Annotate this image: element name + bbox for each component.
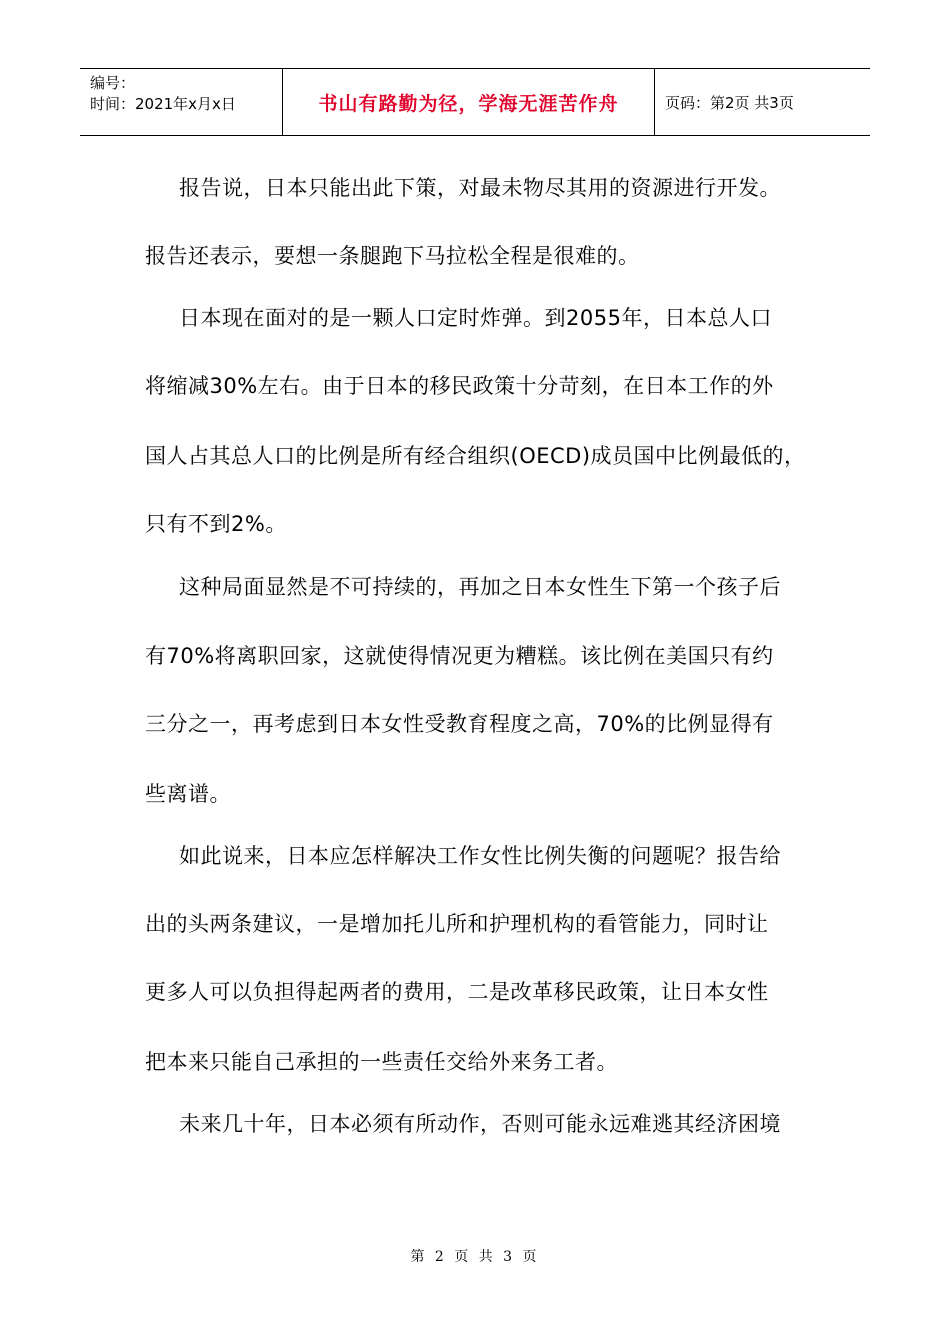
document-date-label: 时间：2021年x月x日	[90, 95, 236, 113]
body-line: 将缩减30%左右。由于日本的移民政策十分苛刻，在日本工作的外	[145, 374, 774, 398]
body-line: 这种局面显然是不可持续的，再加之日本女性生下第一个孩子后	[179, 575, 781, 599]
body-line: 只有不到2%。	[145, 512, 287, 536]
body-line: 更多人可以负担得起两者的费用，二是改革移民政策，让日本女性	[145, 980, 769, 1004]
body-line: 如此说来，日本应怎样解决工作女性比例失衡的问题呢？报告给	[179, 844, 781, 868]
body-line: 把本来只能自己承担的一些责任交给外来务工者。	[145, 1050, 618, 1074]
header-meta-cell	[80, 69, 282, 135]
page-footer: 第 2 页 共 3 页	[410, 1249, 540, 1265]
document-header	[80, 68, 870, 136]
body-line: 出的头两条建议，一是增加托儿所和护理机构的看管能力，同时让	[145, 912, 769, 936]
body-line: 些离谱。	[145, 782, 231, 806]
body-line: 报告还表示，要想一条腿跑下马拉松全程是很难的。	[145, 244, 640, 268]
body-line: 日本现在面对的是一颗人口定时炸弹。到2055年，日本总人口	[179, 306, 772, 330]
body-line: 国人占其总人口的比例是所有经合组织(OECD)成员国中比例最低的，	[145, 444, 806, 468]
body-line: 报告说，日本只能出此下策，对最未物尽其用的资源进行开发。	[179, 176, 781, 200]
body-line: 未来几十年，日本必须有所动作，否则可能永远难逃其经济困境	[179, 1112, 781, 1136]
header-page-info: 页码：第2页 共3页	[665, 93, 794, 112]
document-number-label: 编号：	[90, 74, 136, 92]
header-motto: 书山有路勤为径，学海无涯苦作舟	[282, 69, 655, 135]
body-line: 有70%将离职回家，这就使得情况更为糟糕。该比例在美国只有约	[145, 644, 774, 668]
body-line: 三分之一，再考虑到日本女性受教育程度之高，70%的比例显得有	[145, 712, 774, 736]
